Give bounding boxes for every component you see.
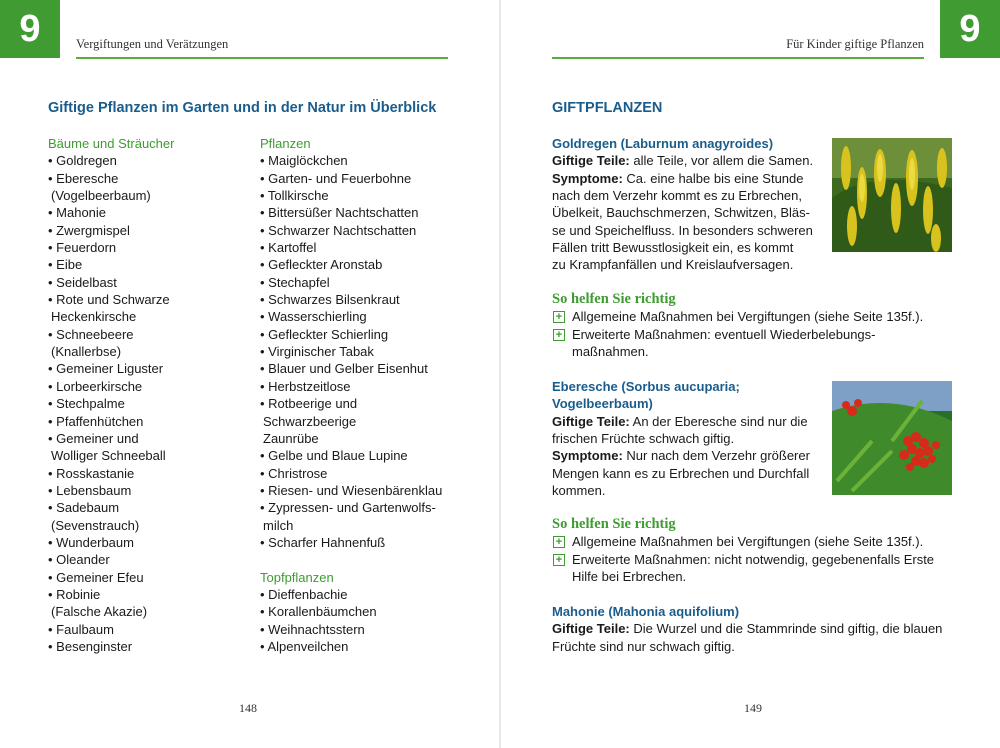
running-head-left: Vergiftungen und Verätzungen — [76, 37, 229, 51]
tree-list-item: (Falsche Akazie) — [51, 604, 148, 620]
plant-list-item: • Gefleckter Schierling — [260, 326, 389, 342]
section-title: GIFTPFLANZEN — [552, 100, 663, 116]
tree-list-item: • Lorbeerkirsche — [48, 378, 143, 394]
tree-list-item: • Gemeiner Efeu — [48, 569, 144, 585]
tree-list-item: • Oleander — [48, 552, 110, 568]
plants-list — [260, 152, 442, 551]
tree-list-item: (Sevenstrauch) — [51, 517, 140, 533]
tree-list-item: (Vogelbeerbaum) — [51, 188, 151, 204]
help-item: + Allgemeine Maßnahmen bei Vergiftungen (siehe Seite 135f.). — [552, 308, 923, 325]
tree-list-item: • Eberesche — [48, 170, 119, 186]
plant-name-goldregen: Goldregen (Laburnum anagyroides) — [552, 136, 774, 151]
running-head-right: Für Kinder giftige Pflanzen — [786, 37, 924, 51]
potted-plant-list-item: • Dieffenbachie — [260, 586, 348, 602]
trees-list — [48, 152, 174, 655]
plus-box-icon: + — [553, 554, 565, 566]
tree-list-item: • Lebensbaum — [48, 482, 132, 498]
symptoms-text-line: nach dem Verzehr kommt es zu Erbrechen, — [552, 188, 803, 204]
tree-list-item: • Schneebeere — [48, 326, 134, 342]
header-rule-right — [552, 57, 924, 59]
tree-list-item: • Robinie — [48, 586, 101, 602]
potted-plant-list-item: • Weihnachtsstern — [260, 621, 365, 637]
plants-heading: Pflanzen — [260, 136, 311, 151]
tree-list-item: • Wunderbaum — [48, 534, 134, 550]
symptoms-text-line: Übelkeit, Bauchschmerzen, Schwitzen, Bläs- — [552, 205, 810, 221]
parts-label: Giftige Teile: — [552, 413, 630, 429]
help-goldregen — [552, 291, 923, 360]
symptoms-label: Symptome: — [552, 170, 623, 186]
plant-list-item: • Kartoffel — [260, 240, 317, 256]
trees-heading: Bäume und Sträucher — [48, 136, 175, 151]
symptoms-label: Symptome: — [552, 448, 623, 464]
potted-plants-list — [260, 586, 442, 655]
plus-box-icon: + — [553, 311, 565, 323]
tree-list-item: • Zwergmispel — [48, 222, 130, 238]
plus-box-icon: + — [553, 536, 565, 548]
tree-list-item: • Besenginster — [48, 638, 133, 654]
plant-list-item: • Rotbeerige und — [260, 396, 358, 412]
page-number-right: 149 — [744, 701, 762, 715]
page-gutter — [499, 0, 501, 748]
trees-column — [48, 135, 174, 655]
help-eberesche — [552, 516, 934, 585]
tree-list-item: • Rosskastanie — [48, 465, 135, 481]
goldregen-photo — [832, 138, 952, 252]
plant-goldregen — [552, 135, 813, 274]
help-heading: So helfen Sie richtig — [552, 516, 676, 532]
tree-list-item: • Faulbaum — [48, 621, 114, 637]
tree-list-item: • Eibe — [48, 257, 83, 273]
tree-list-item: Wolliger Schneeball — [51, 448, 166, 464]
chapter-number-badge-left: 9 — [0, 0, 60, 58]
plant-list-item: • Scharfer Hahnenfuß — [260, 534, 386, 550]
plant-list-item: • Maiglöckchen — [260, 153, 348, 169]
plant-list-item: • Christrose — [260, 465, 328, 481]
tree-list-item: • Mahonie — [48, 205, 107, 221]
plant-list-item: • Schwarzer Nachtschatten — [260, 222, 417, 238]
parts-text: alle Teile, vor allem die Samen. — [629, 153, 814, 169]
tree-list-item: • Rote und Schwarze — [48, 292, 170, 308]
plants-column — [260, 135, 442, 655]
plant-list-item: milch — [263, 517, 294, 533]
overview-title: Giftige Pflanzen im Garten und in der Natur im Überblick — [48, 100, 437, 116]
symptoms-text-line: Ca. eine halbe bis eine Stunde — [622, 170, 804, 186]
plant-list-item: • Tollkirsche — [260, 188, 329, 204]
page-number-left: 148 — [239, 701, 257, 715]
plant-list-item: • Bittersüßer Nachtschatten — [260, 205, 419, 221]
plant-list-item: • Riesen- und Wiesenbärenklau — [260, 482, 443, 498]
tree-list-item: • Gemeiner Liguster — [48, 361, 164, 377]
plant-name-mahonie: Mahonie (Mahonia aquifolium) — [552, 604, 740, 619]
tree-list-item: • Seidelbast — [48, 274, 117, 290]
plant-list-item: Schwarzbeerige — [263, 413, 357, 429]
tree-list-item: • Feuerdorn — [48, 240, 117, 256]
tree-list-item: Heckenkirsche — [51, 309, 137, 325]
help-item: + Erweiterte Maßnahmen: eventuell Wiederbelebungs- maßnahmen. — [552, 326, 923, 361]
help-item: + Erweiterte Maßnahmen: nicht notwendig, gegebenenfalls Erste Hilfe bei Erbrechen. — [552, 551, 934, 586]
tree-list-item: (Knallerbse) — [51, 344, 122, 360]
plant-list-item: • Virginischer Tabak — [260, 344, 374, 360]
plant-list-item: • Stechapfel — [260, 274, 330, 290]
plus-box-icon: + — [553, 329, 565, 341]
plant-name-eberesche: Eberesche (Sorbus aucuparia; — [552, 379, 740, 394]
plant-list-item: • Gelbe und Blaue Lupine — [260, 448, 408, 464]
symptoms-text-line: Fällen tritt Bewusstlosigkeit ein, es kommt — [552, 240, 794, 256]
potted-plant-list-item: • Korallenbäumchen — [260, 604, 377, 620]
chapter-number-badge-right: 9 — [940, 0, 1000, 58]
symptoms-text-line: se und Speichelfluss. In besonders schweren — [552, 222, 813, 238]
plant-list-item: • Herbstzeitlose — [260, 378, 351, 394]
plant-mahonie: Mahonie (Mahonia aquifolium) Giftige Teile: Die Wurzel und die Stammrinde sind giftig, die blauen Früchte sind nur schwach giftig. — [552, 604, 943, 654]
eberesche-photo — [832, 381, 952, 495]
symptoms-text-line: zu Krampfanfällen und Kreislaufversagen. — [552, 257, 794, 273]
plant-list-item: • Blauer und Gelber Eisenhut — [260, 361, 428, 377]
tree-list-item: • Sadebaum — [48, 500, 120, 516]
help-item: + Allgemeine Maßnahmen bei Vergiftungen (siehe Seite 135f.). — [552, 533, 934, 550]
plant-list-item: • Zypressen- und Gartenwolfs- — [260, 500, 436, 516]
potted-plants-heading: Topfpflanzen — [260, 569, 334, 585]
plant-list-item: • Schwarzes Bilsenkraut — [260, 292, 400, 308]
plant-eberesche: Eberesche (Sorbus aucuparia; Vogelbeerbaum) Giftige Teile: An der Eberesche sind nur die frischen Früchte schwach giftig. Symptome: Nur nach dem Verzehr größerer Mengen kann es zu Erbrechen und Durchfall kommen. — [552, 379, 810, 499]
help-heading: So helfen Sie richtig — [552, 291, 676, 307]
tree-list-item: • Stechpalme — [48, 396, 125, 412]
tree-list-item: • Goldregen — [48, 153, 117, 169]
parts-label: Giftige Teile: — [552, 621, 630, 637]
header-rule-left — [76, 57, 448, 59]
tree-list-item: • Gemeiner und — [48, 430, 139, 446]
plant-list-item: • Garten- und Feuerbohne — [260, 170, 412, 186]
parts-label: Giftige Teile: — [552, 153, 630, 169]
plant-list-item: Zaunrübe — [263, 430, 319, 446]
tree-list-item: • Pfaffenhütchen — [48, 413, 144, 429]
plant-name-eberesche: Vogelbeerbaum) — [552, 396, 653, 412]
potted-plant-list-item: • Alpenveilchen — [260, 638, 349, 654]
plant-list-item: • Gefleckter Aronstab — [260, 257, 383, 273]
plant-list-item: • Wasserschierling — [260, 309, 367, 325]
